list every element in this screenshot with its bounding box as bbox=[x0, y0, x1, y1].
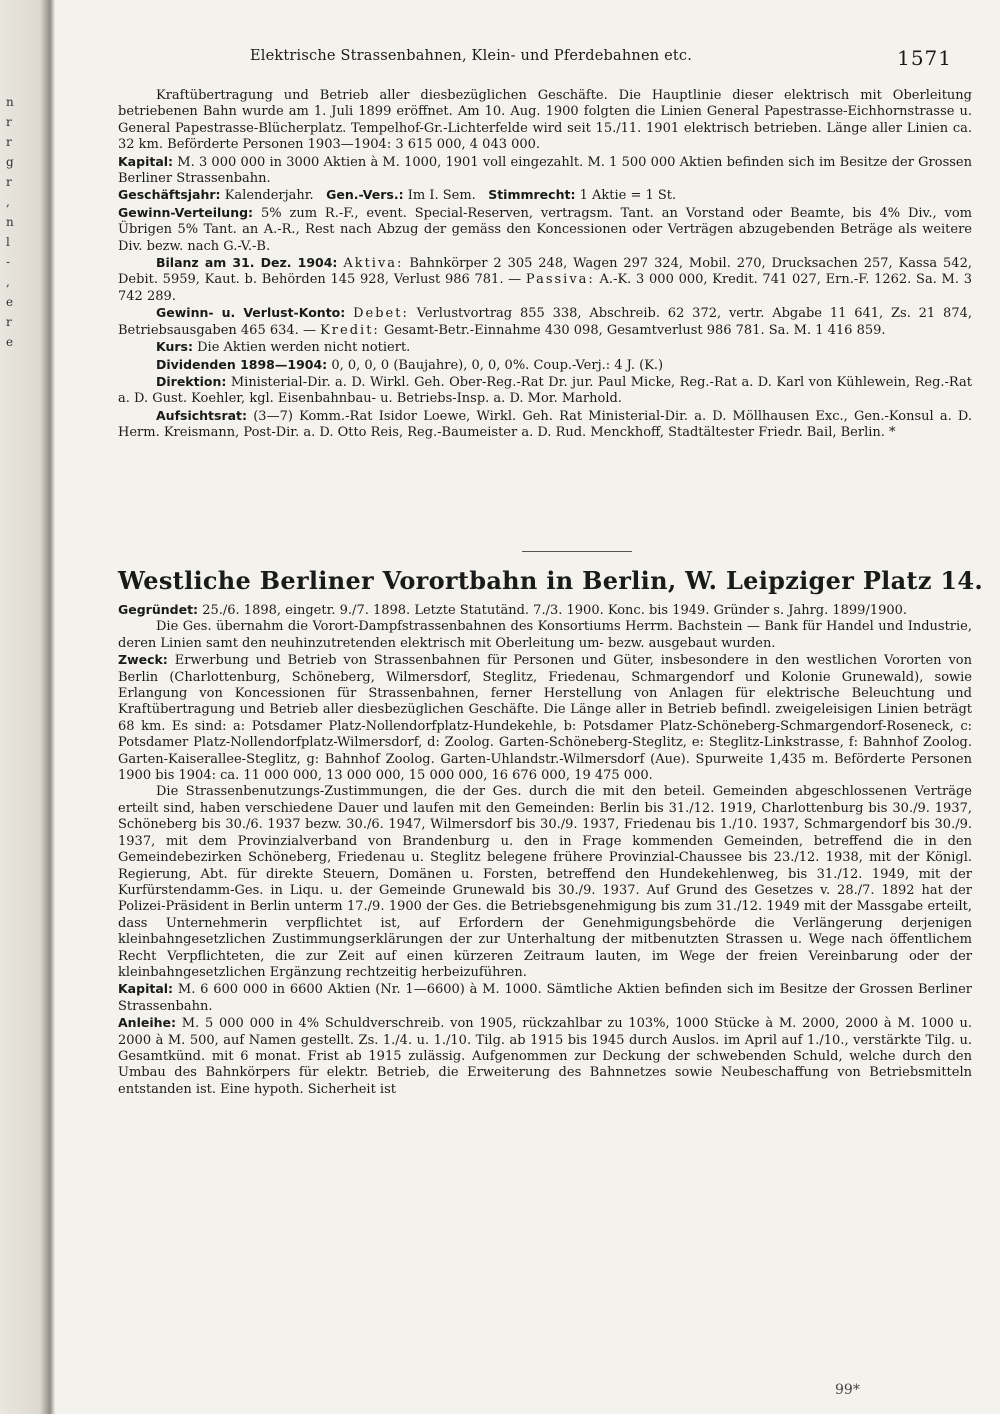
anleihe-entry bbox=[118, 1015, 972, 1098]
margin-fragment: n bbox=[6, 215, 14, 229]
aufsichtsrat-entry bbox=[118, 408, 972, 442]
gegruendet-label: Gegründet: bbox=[118, 602, 199, 617]
margin-fragment: e bbox=[6, 335, 14, 349]
zweck-text: Erwerbung und Betrieb von Strassenbahnen für Personen und Güter, insbesondere in den westlichen Vororten von Berlin (Charlottenburg, Schöneberg, Wilmersdorf, Steglitz, Friedenau, Schmargendorf und Kolonie Grunewald), sowie Erlangung von Koncessionen für Strassenbahnen, ferner Herstellung von Anlagen für elektrische Beleuchtung und Kraftübertragung und Betrieb aller diesbezüglichen Geschäfte. Die Länge aller in Betrieb befindl. zweigeleisigen Linien beträgt 68 km. Es sind: a: Potsdamer Platz-Nollendorfplatz-Hundekehle, b: Potsdamer Platz-Schöneberg-Schmargendorf-Roseneck, c: Potsdamer Platz-Nollendorfplatz-Wilmersdorf, d: Zoolog. Garten-Schöneberg-Steglitz, e: Steglitz-Linkstrasse, f: Bahnhof Zoolog. Garten-Kaiserallee-Steglitz, g: Bahnhof Zoolog. Garten-Uhlandstr.-Wilmersdorf (Aue). Spurweite 1,435 m. Beförderte Personen 1900 bis 1904: ca. 11 000 000, 13 000 000, 15 000 000, 16 676 000, 19 475 000. bbox=[118, 653, 972, 784]
gegruendet-text: 25./6. 1898, eingetr. 9./7. 1898. Letzte Statutänd. 7./3. 1900. Konc. bis 1949. Gründer s. Jahrg. 1899/1900. bbox=[202, 603, 908, 618]
kapital-entry bbox=[118, 154, 972, 188]
gegruendet-entry bbox=[118, 602, 972, 619]
stimmrecht-label: Stimmrecht: bbox=[488, 187, 576, 203]
anleihe-text: M. 5 000 000 in 4% Schuldverschreib. von 1905, rückzahlbar zu 103%, 1000 Stücke à M. 2000, 2000 à M. 1000 u. 2000 à M. 500, auf Namen gestellt. Zs. 1./4. u. 1./10. Tilg. ab 1915 bis 1945 durch Auslos. im April auf 1./10., verstärkte Tilg. u. Gesamtkünd. mit 6 monat. Frist ab 1915 zulässig. Aufgenommen zur Deckung der schwebenden Schuld, welche durch den Umbau des Bahnkörpers für elektr. Betrieb, die Erweiterung des Bahnnetzes sowie Neubeschaffung von Betriebsmitteln entstanden ist. Eine hypoth. Sicherheit ist bbox=[118, 1016, 972, 1097]
gewinn-text: 5% zum R.-F., event. Special-Reserven, vertragsm. Tant. an Vorstand oder Beamte, bis 4% Div., vom Übrigen 5% Tant. an A.-R., Rest nach Abzug der gemäss den Koncessionen oder Verträgen abzugebenden Beträge als weitere Div. bezw. nach G.-V.-B. bbox=[118, 205, 973, 254]
running-head-title: Elektrische Strassenbahnen, Klein- und Pferdebahnen etc. bbox=[250, 48, 693, 64]
margin-fragment: , bbox=[6, 195, 10, 209]
margin-fragment: - bbox=[6, 255, 11, 269]
kurs-entry bbox=[118, 339, 972, 356]
margin-fragment: r bbox=[6, 175, 12, 189]
gewinn-label: Gewinn-Verteilung: bbox=[118, 204, 254, 220]
direktion-entry bbox=[118, 374, 972, 408]
aktiva-text: Bahnkörper 2 305 248, Wagen 297 324, Mobil. 270, Drucksachen 257, Kassa 542, Debit. 5959, Kaut. b. Behörden 145 928, Verlust 986 781. — bbox=[118, 256, 972, 288]
stimmrecht-text: 1 Aktie = 1 St. bbox=[579, 188, 677, 204]
zweck-entry bbox=[118, 652, 972, 784]
page-signature: 99* bbox=[835, 1382, 860, 1398]
bilanz-entry bbox=[118, 255, 972, 305]
debet-label: Debet: bbox=[353, 306, 409, 322]
kapital-text-2: M. 6 600 000 in 6600 Aktien (Nr. 1—6600) à M. 1000. Sämtliche Aktien befinden sich im Besitze der Grossen Berliner Strassenbahn. bbox=[118, 982, 972, 1014]
passiva-label: Passiva: bbox=[525, 272, 595, 288]
document-page bbox=[60, 0, 984, 1414]
kurs-text: Die Aktien werden nicht notiert. bbox=[197, 340, 411, 356]
intro-paragraph: Kraftübertragung und Betrieb aller diesbezüglichen Geschäfte. Die Hauptlinie dieser elektrisch mit Oberleitung betriebenen Bahn wurde am 1. Juli 1899 eröffnet. Am 10. Aug. 1900 folgten die Linien General Papestrasse-Eichhornstrasse u. General Papestrasse-Blücherplatz. Tempelhof-Gr.-Lichterfelde wird seit 15./11. 1901 elektrisch betrieben. Länge aller Linien ca. 32 km. Beförderte Personen 1903—1904: 3 615 000, 4 043 000. bbox=[118, 88, 972, 153]
kapital-label-2: Kapital: bbox=[118, 981, 174, 997]
kapital-text: M. 3 000 000 in 3000 Aktien à M. 1000, 1901 voll eingezahlt. M. 1 500 000 Aktien befinden sich im Besitze der Grossen Berliner Strassenbahn. bbox=[118, 154, 972, 187]
bilanz-label: Bilanz am 31. Dez. 1904: bbox=[156, 255, 338, 271]
dividenden-entry bbox=[118, 357, 972, 374]
passiva-text: A.-K. 3 000 000, Kredit. 741 027, Ern.-F. 1262. Sa. M. 3 742 289. bbox=[118, 272, 972, 304]
margin-fragment: l bbox=[6, 235, 10, 249]
margin-fragment: g bbox=[6, 155, 14, 169]
kurs-label: Kurs: bbox=[156, 339, 193, 355]
margin-fragments bbox=[6, 92, 30, 352]
kredit-text: Gesamt-Betr.-Einnahme 430 098, Gesamtverlust 986 781. Sa. M. 1 416 859. bbox=[383, 322, 886, 338]
direktion-label: Direktion: bbox=[156, 373, 227, 389]
history-paragraph: Die Ges. übernahm die Vorort-Dampfstrassenbahnen des Konsortiums Herrm. Bachstein — Bank für Handel und Industrie, deren Linien samt den neuhinzutretenden elektrisch mit Oberleitung um- bezw. ausgebaut wurden. bbox=[118, 619, 972, 651]
gewinn-entry bbox=[118, 205, 972, 255]
vertraege-paragraph: Die Strassenbenutzungs-Zustimmungen, die der Ges. durch die mit den beteil. Gemeinden abgeschlossenen Verträge erteilt sind, haben verschiedene Dauer und laufen mit den Gemeinden: Berlin bis 31./12. 1919, Charlottenburg bis 30./9. 1937, Schöneberg bis 30./6. 1937 bezw. 30./6. 1947, Wilmersdorf bis 30./9. 1937, Friedenau bis 1./10. 1937, Schmargendorf bis 30./9. 1937, mit dem Provinzialverband von Brandenburg u. den in Frage kommenden Gemeinden, betreffend die in den Gemeindebezirken Schöneberg, Friedenau u. Steglitz belegene frühere Provinzial-Chaussee bis 23./12. 1938, mit der Königl. Regierung, Abt. für direkte Steuern, Domänen u. Forsten, betreffend den Hundekehlenweg, bis 31./12. 1949, mit der Kurfürstendamm-Ges. in Liqu. u. der Gemeinde Grunewald bis 30./9. 1937. Auf Grund des Gesetzes v. 28./7. 1892 hat der Polizei-Präsident in Berlin unterm 17./9. 1900 der Ges. die Betriebsgenehmigung bis zum 31./12. 1949 mit der Massgabe erteilt, dass Unternehmerin verpflichtet ist, auf Erfordern der Genehmigungsbehörde die Verlängerung derjenigen kleinbahngesetzlichen Zustimmungserklärungen der zur Unterhaltung der mitbenutzten Strassen u. Wege nach öffentlichem Recht Verpflichteten, die zur Zeit auf einen kürzeren Zeitraum lauten, im Wege der freien Vereinbarung oder der kleinbahngesetzlichen Ergänzung rechtzeitig herbeizuführen. bbox=[118, 784, 972, 980]
kredit-label: Kredit: bbox=[320, 322, 380, 338]
aktiva-label: Aktiva: bbox=[343, 256, 404, 272]
gen-vers-text: Im I. Sem. bbox=[407, 188, 476, 204]
page-number: 1571 bbox=[897, 46, 952, 70]
company-title: Westliche Berliner Vorortbahn in Berlin, W. Leipziger Platz 14. bbox=[118, 566, 984, 595]
guv-label: Gewinn- u. Verlust-Konto: bbox=[156, 305, 346, 321]
section-divider bbox=[522, 551, 632, 552]
zweck-label: Zweck: bbox=[118, 652, 168, 668]
margin-fragment: r bbox=[6, 135, 12, 149]
aufsichtsrat-text: (3—7) Komm.-Rat Isidor Loewe, Wirkl. Geh. Rat Ministerial-Dir. a. D. Möllhausen Exc., Gen.-Konsul a. D. Herm. Kreismann, Post-Dir. a. D. Otto Reis, Reg.-Baumeister a. D. Rud. Menckhoff, Stadtältester Friedr. Bail, Berlin. * bbox=[118, 408, 973, 441]
previous-company-section bbox=[118, 88, 972, 442]
margin-fragment: , bbox=[6, 275, 10, 289]
aufsichtsrat-label: Aufsichtsrat: bbox=[156, 407, 248, 423]
meta-entry bbox=[118, 187, 972, 204]
margin-fragment: r bbox=[6, 115, 12, 129]
dividenden-text: 0, 0, 0, 0 (Baujahre), 0, 0, 0%. Coup.-Verj.: 4 J. (K.) bbox=[331, 357, 664, 373]
geschaeftsjahr-label: Geschäftsjahr: bbox=[118, 187, 221, 203]
margin-fragment: r bbox=[6, 315, 12, 329]
debet-text: Verlustvortrag 855 338, Abschreib. 62 372, vertr. Abgabe 11 641, Zs. 21 874, Betriebsausgaben 465 634. — bbox=[118, 306, 972, 338]
dividenden-label: Dividenden 1898—1904: bbox=[156, 356, 328, 372]
gen-vers-label: Gen.-Vers.: bbox=[326, 187, 404, 203]
guv-entry bbox=[118, 305, 972, 339]
direktion-text: Ministerial-Dir. a. D. Wirkl. Geh. Ober-Reg.-Rat Dr. jur. Paul Micke, Reg.-Rat a. D. Karl von Kühlewein, Reg.-Rat a. D. Gust. Koehler, kgl. Eisenbahnbau- u. Betriebs-Insp. a. D. Mor. Marhold. bbox=[118, 374, 972, 407]
margin-fragment: n bbox=[6, 95, 14, 109]
company-section bbox=[118, 602, 972, 1098]
margin-fragment: e bbox=[6, 295, 14, 309]
kapital-entry-2 bbox=[118, 981, 972, 1015]
anleihe-label: Anleihe: bbox=[118, 1015, 176, 1031]
kapital-label: Kapital: bbox=[118, 153, 174, 169]
geschaeftsjahr-text: Kalenderjahr. bbox=[224, 188, 314, 204]
